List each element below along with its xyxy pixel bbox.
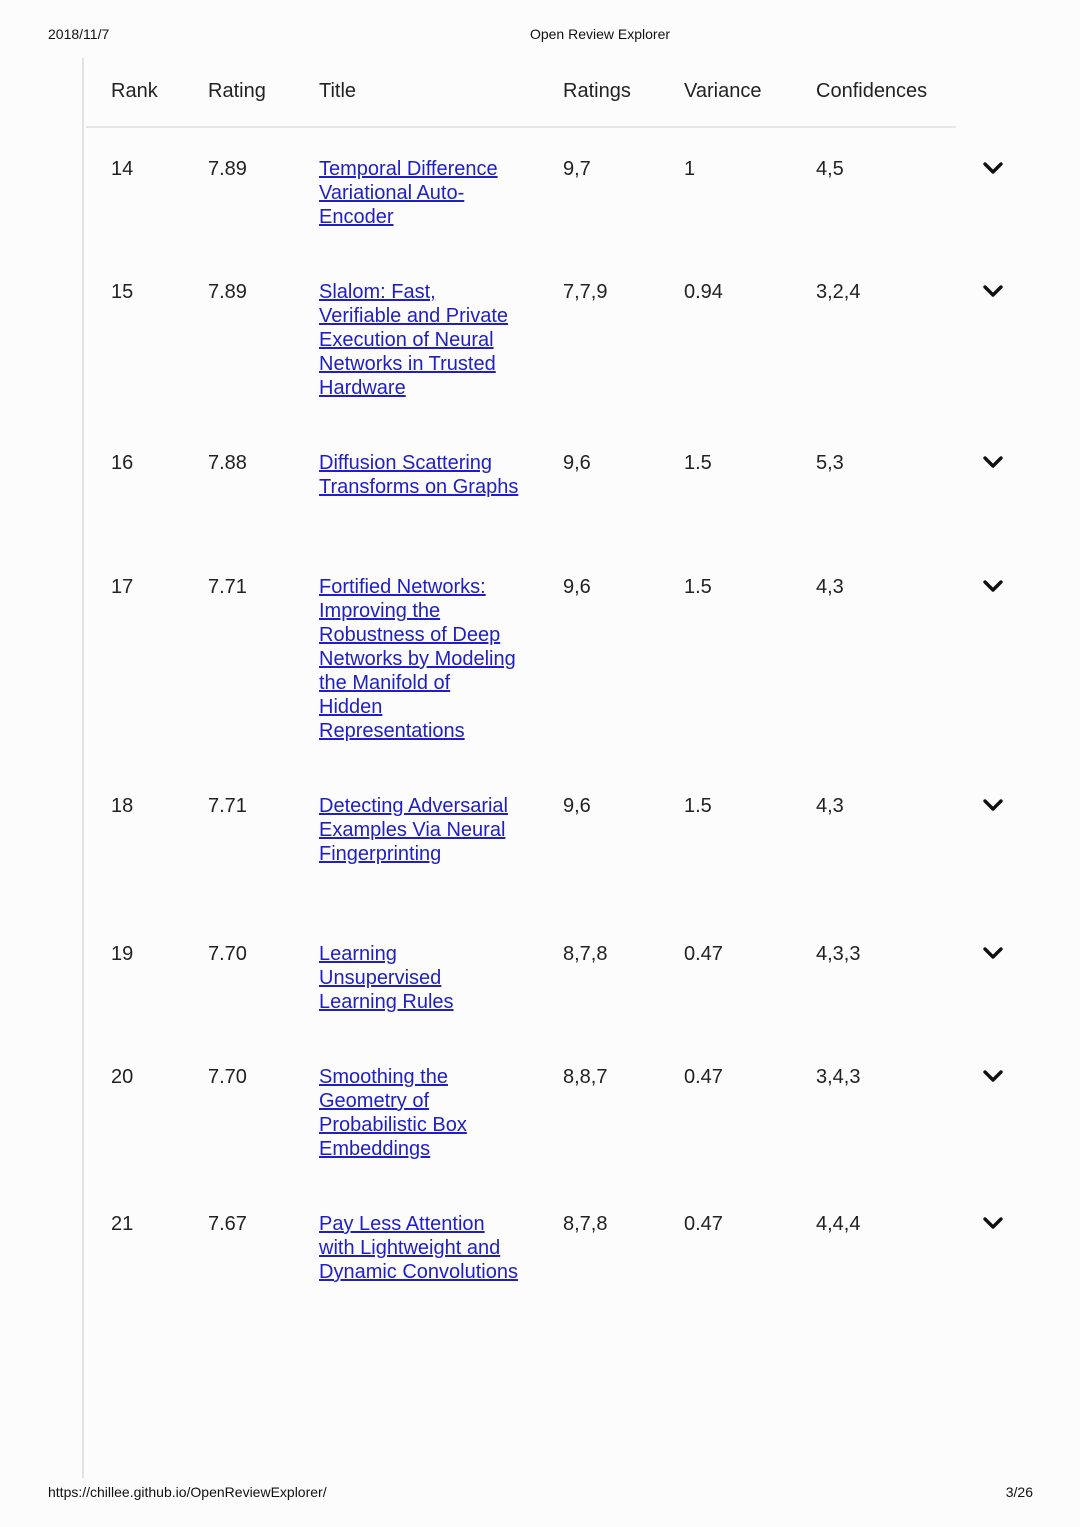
variance-cell: 1.5 bbox=[684, 576, 712, 598]
print-url: https://chillee.github.io/OpenReviewExplorer/ bbox=[48, 1484, 327, 1500]
paper-title-link[interactable]: Fortified Networks: Improving the Robustness of Deep Networks by Modeling the Manifold of Hidden Representations bbox=[319, 576, 516, 742]
column-header-confidences[interactable]: Confidences bbox=[816, 80, 928, 102]
confidences-cell: 4,3 bbox=[816, 795, 844, 817]
chevron-down-icon[interactable] bbox=[982, 1214, 1004, 1232]
header-divider bbox=[86, 126, 956, 128]
variance-cell: 1.5 bbox=[684, 795, 712, 817]
variance-cell: 1 bbox=[684, 158, 696, 180]
paper-title-link[interactable]: Detecting Adversarial Examples Via Neural Fingerprinting bbox=[319, 795, 508, 865]
rating-cell: 7.88 bbox=[208, 452, 247, 474]
print-date: 2018/11/7 bbox=[48, 26, 110, 42]
chevron-down-icon[interactable] bbox=[982, 282, 1004, 300]
rank-cell: 18 bbox=[111, 795, 134, 817]
rank-cell: 19 bbox=[111, 943, 134, 965]
chevron-down-icon[interactable] bbox=[982, 453, 1004, 471]
title-cell bbox=[319, 1065, 519, 1161]
title-cell bbox=[319, 157, 519, 229]
rank-cell: 21 bbox=[111, 1213, 134, 1235]
rating-cell: 7.67 bbox=[208, 1213, 247, 1235]
rank-cell: 14 bbox=[111, 158, 134, 180]
chevron-down-icon[interactable] bbox=[982, 796, 1004, 814]
title-cell bbox=[319, 280, 519, 400]
chevron-down-icon[interactable] bbox=[982, 1067, 1004, 1085]
rating-cell: 7.71 bbox=[208, 576, 247, 598]
column-header-rating[interactable]: Rating bbox=[208, 80, 266, 102]
paper-title-link[interactable]: Smoothing the Geometry of Probabilistic Box Embeddings bbox=[319, 1066, 467, 1160]
rating-cell: 7.89 bbox=[208, 158, 247, 180]
variance-cell: 1.5 bbox=[684, 452, 712, 474]
confidences-cell: 5,3 bbox=[816, 452, 844, 474]
variance-cell: 0.47 bbox=[684, 1066, 723, 1088]
variance-cell: 0.94 bbox=[684, 281, 723, 303]
title-cell bbox=[319, 575, 519, 743]
title-cell bbox=[319, 942, 519, 1014]
rating-cell: 7.71 bbox=[208, 795, 247, 817]
page-number: 3/26 bbox=[1005, 1484, 1033, 1500]
paper-title-link[interactable]: Pay Less Attention with Lightweight and Dynamic Convolutions bbox=[319, 1213, 518, 1283]
variance-cell: 0.47 bbox=[684, 1213, 723, 1235]
paper-title-link[interactable]: Learning Unsupervised Learning Rules bbox=[319, 943, 454, 1013]
print-footer bbox=[0, 1484, 1080, 1504]
rank-cell: 17 bbox=[111, 576, 134, 598]
ratings-cell: 9,6 bbox=[563, 452, 591, 474]
title-cell bbox=[319, 1212, 519, 1284]
rank-cell: 20 bbox=[111, 1066, 134, 1088]
confidences-cell: 4,3 bbox=[816, 576, 844, 598]
ratings-cell: 8,8,7 bbox=[563, 1066, 608, 1088]
ratings-cell: 8,7,8 bbox=[563, 1213, 608, 1235]
rating-cell: 7.70 bbox=[208, 1066, 247, 1088]
column-header-ratings[interactable]: Ratings bbox=[563, 80, 631, 102]
confidences-cell: 4,3,3 bbox=[816, 943, 861, 965]
rank-cell: 16 bbox=[111, 452, 134, 474]
ratings-cell: 9,6 bbox=[563, 576, 591, 598]
confidences-cell: 3,2,4 bbox=[816, 281, 861, 303]
ratings-cell: 9,6 bbox=[563, 795, 591, 817]
ratings-cell: 7,7,9 bbox=[563, 281, 608, 303]
confidences-cell: 4,4,4 bbox=[816, 1213, 861, 1235]
chevron-down-icon[interactable] bbox=[982, 944, 1004, 962]
rank-cell: 15 bbox=[111, 281, 134, 303]
column-header-title[interactable]: Title bbox=[319, 80, 357, 102]
print-page-title: Open Review Explorer bbox=[529, 26, 671, 42]
ratings-cell: 8,7,8 bbox=[563, 943, 608, 965]
paper-title-link[interactable]: Temporal Difference Variational Auto-Encoder bbox=[319, 158, 498, 228]
ratings-cell: 9,7 bbox=[563, 158, 591, 180]
chevron-down-icon[interactable] bbox=[982, 159, 1004, 177]
paper-title-link[interactable]: Diffusion Scattering Transforms on Graphs bbox=[319, 452, 519, 498]
confidences-cell: 4,5 bbox=[816, 158, 844, 180]
rating-cell: 7.89 bbox=[208, 281, 247, 303]
title-cell bbox=[319, 794, 519, 866]
print-header bbox=[0, 26, 1080, 46]
title-cell bbox=[319, 451, 519, 499]
column-header-variance[interactable]: Variance bbox=[684, 80, 762, 102]
variance-cell: 0.47 bbox=[684, 943, 723, 965]
left-border bbox=[82, 58, 84, 1478]
column-header-rank[interactable]: Rank bbox=[111, 80, 158, 102]
table-header bbox=[86, 60, 956, 126]
chevron-down-icon[interactable] bbox=[982, 577, 1004, 595]
paper-title-link[interactable]: Slalom: Fast, Verifiable and Private Execution of Neural Networks in Trusted Hardware bbox=[319, 281, 509, 399]
rating-cell: 7.70 bbox=[208, 943, 247, 965]
confidences-cell: 3,4,3 bbox=[816, 1066, 861, 1088]
